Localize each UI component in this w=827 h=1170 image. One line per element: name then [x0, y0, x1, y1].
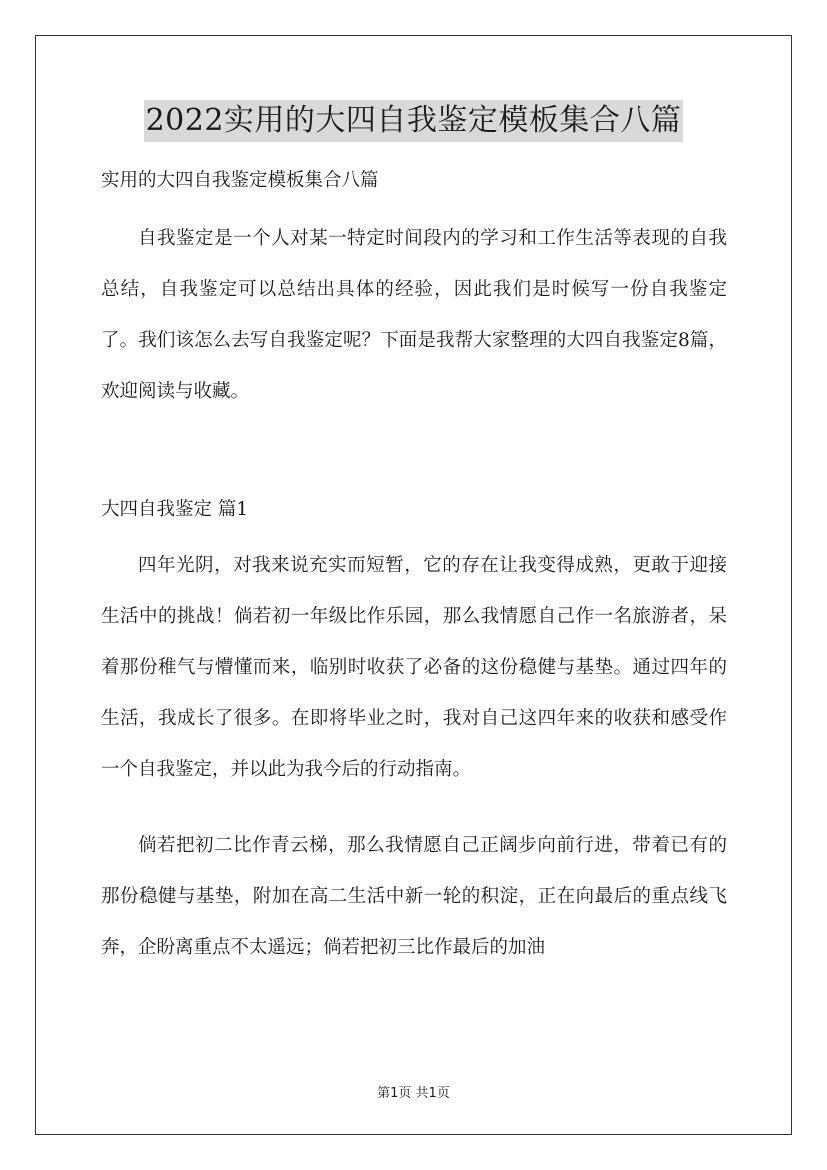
intro-paragraph: 自我鉴定是一个人对某一特定时间段内的学习和工作生活等表现的自我总结，自我鉴定可以总结出具体的经验，因此我们是时候写一份自我鉴定了。我们该怎么去写自我鉴定呢？下面是我帮大家整理的大四自我鉴定8篇，欢迎阅读与收藏。	[101, 228, 727, 402]
document-title-text: 2022实用的大四自我鉴定模板集合八篇	[144, 100, 684, 142]
page-footer: 第1页 共1页	[377, 1086, 450, 1101]
document-title	[0, 100, 827, 142]
body-paragraph-1: 四年光阴，对我来说充实而短暂，它的存在让我变得成熟，更敢于迎接生活中的挑战！倘若初一年级比作乐园，那么我情愿自己作一名旅游者，呆着那份稚气与懵懂而来，临别时收获了必备的这份稳健与基垫。通过四年的生活，我成长了很多。在即将毕业之时，我对自己这四年来的收获和感受作一个自我鉴定，并以此为我今后的行动指南。	[101, 555, 727, 780]
document-subtitle: 实用的大四自我鉴定模板集合八篇	[101, 170, 379, 191]
body-paragraph-2: 倘若把初二比作青云梯，那么我情愿自己正阔步向前行进，带着已有的那份稳健与基垫，附加在高二生活中新一轮的积淀，正在向最后的重点线飞奔，企盼离重点不太遥远；倘若把初三比作最后的加油	[101, 835, 727, 958]
section-heading: 大四自我鉴定 篇1	[101, 499, 249, 520]
document-body	[101, 168, 727, 973]
